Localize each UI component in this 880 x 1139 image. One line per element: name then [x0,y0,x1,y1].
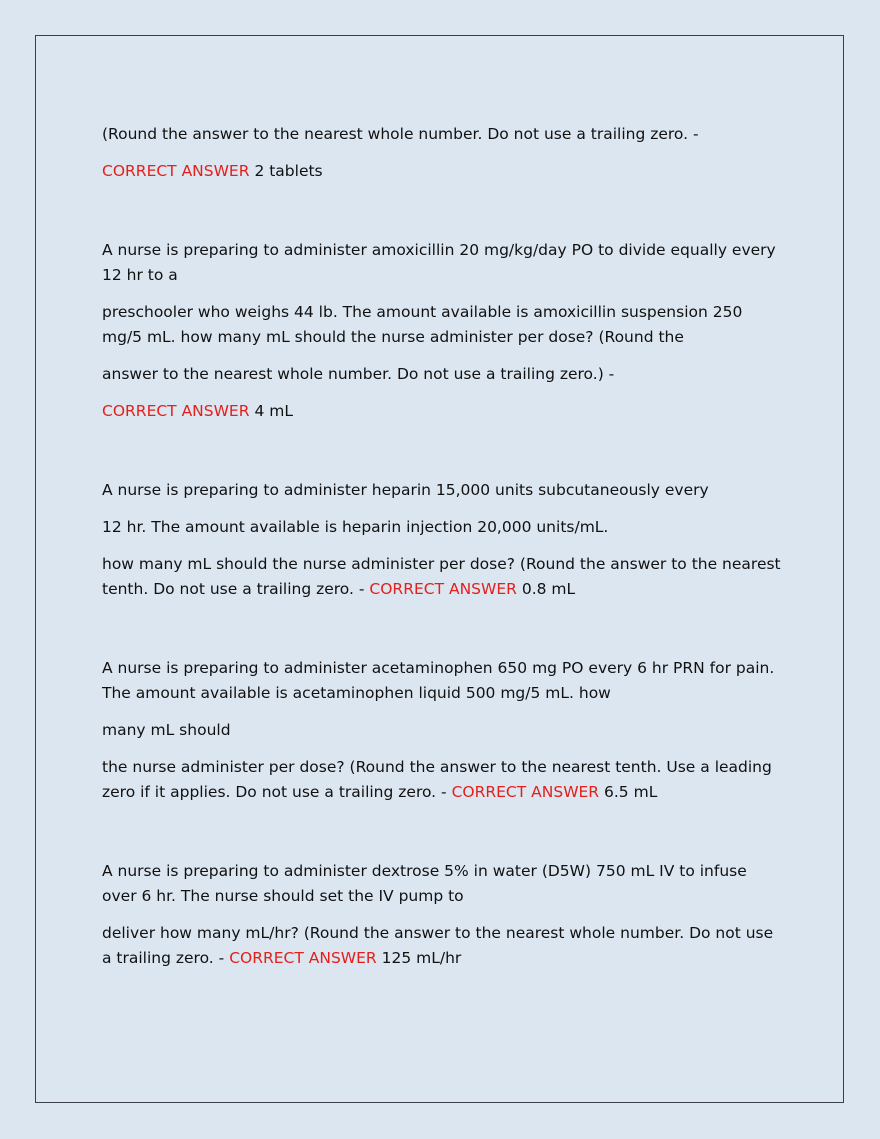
question-text: A nurse is preparing to administer amoxicillin 20 mg/kg/day PO to divide equally every 12 hr to a [102,241,776,284]
correct-answer-label: CORRECT ANSWER [102,402,250,420]
question-block [102,122,782,184]
question-block [102,478,782,602]
answer-value: 0.8 mL [521,580,576,598]
correct-answer-label: CORRECT ANSWER [102,162,250,180]
question-text: the nurse administer per dose? (Round the answer to the nearest tenth. Use a leading zero if it applies. Do not use a trailing zero. - [102,758,772,801]
answer-line [102,552,782,602]
question-block [102,656,782,805]
correct-answer-label: CORRECT ANSWER [229,949,377,967]
correct-answer-label: CORRECT ANSWER [369,580,517,598]
answer-value: 2 tablets [254,162,323,180]
question-text: 12 hr. The amount available is heparin injection 20,000 units/mL. [102,518,609,536]
question-text: A nurse is preparing to administer dextrose 5% in water (D5W) 750 mL IV to infuse over 6 hr. The nurse should set the IV pump to [102,862,747,905]
question-block [102,859,782,971]
document-content [102,122,782,983]
answer-line [102,921,782,971]
question-text: preschooler who weighs 44 lb. The amount available is amoxicillin suspension 250 mg/5 mL. how many mL should the nurse administer per dose? (Round the [102,303,743,346]
question-text: answer to the nearest whole number. Do not use a trailing zero.) - [102,365,615,383]
correct-answer-label: CORRECT ANSWER [451,783,600,801]
question-text: (Round the answer to the nearest whole number. Do not use a trailing zero. - [102,125,699,143]
answer-line [102,159,782,184]
answer-value: 125 mL/hr [381,949,462,967]
question-text: many mL should [102,721,231,739]
answer-value: 4 mL [254,402,293,420]
question-text: A nurse is preparing to administer heparin 15,000 units subcutaneously every [102,481,709,499]
question-text: A nurse is preparing to administer acetaminophen 650 mg PO every 6 hr PRN for pain. The amount available is acetaminophen liquid 500 mg/5 mL. how [102,659,775,702]
answer-line [102,755,782,805]
question-block [102,238,782,424]
answer-line [102,399,782,424]
question-text: deliver how many mL/hr? (Round the answer to the nearest whole number. Do not use a trailing zero. - [102,924,774,967]
answer-value: 6.5 mL [604,783,658,801]
question-text: how many mL should the nurse administer per dose? (Round the answer to the nearest tenth. Do not use a trailing zero. - [102,555,781,598]
